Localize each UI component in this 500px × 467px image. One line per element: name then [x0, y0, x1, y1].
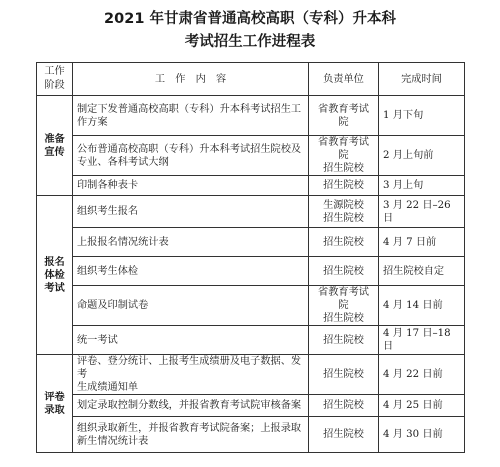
- unit-text: 招生院校: [323, 313, 364, 324]
- unit-text: 省教育考试院: [318, 137, 369, 161]
- time-cell: 4 月 17 日–18 日: [379, 326, 465, 355]
- content-cell: 统一考试: [73, 326, 309, 355]
- unit-cell: 招生院校: [309, 228, 379, 257]
- stage-name-line2: 体检: [44, 269, 65, 281]
- content-cell: [73, 136, 309, 176]
- time-cell: 4 月 22 日前: [379, 355, 465, 395]
- content-line1: 评卷、登分统计、上报考生成绩册及电子数据、发考: [77, 356, 302, 380]
- unit-cell: [309, 286, 379, 326]
- content-cell: 命题及印制试卷: [73, 286, 309, 326]
- table-header-row: [37, 63, 465, 96]
- time-cell: 3 月 22 日–26 日: [379, 196, 465, 228]
- unit-cell: [309, 96, 379, 136]
- content-cell: 划定录取控制分数线，并报省教育考试院审核备案: [73, 395, 309, 417]
- stage-name-line3: 考试: [44, 282, 65, 294]
- header-stage: [37, 63, 73, 96]
- content-line1: 组织录取新生，并报省教育考试院备案；上报录取: [77, 422, 302, 434]
- table-row: [37, 176, 465, 196]
- unit-text: 生源院校: [323, 199, 364, 211]
- table-row: [37, 326, 465, 355]
- content-line1: 制定下发普通高校高职（专科）升本科考试招生工: [77, 103, 302, 115]
- content-cell: [73, 96, 309, 136]
- header-stage-line2: 阶段: [44, 80, 65, 91]
- stage-cell-prepare: [37, 96, 73, 196]
- table-row: [37, 417, 465, 453]
- content-cell: [73, 355, 309, 395]
- unit-text: 省教育考试院: [318, 287, 369, 311]
- table-row: [37, 286, 465, 326]
- table-row: [37, 257, 465, 286]
- stage-name-line1: 准备: [44, 133, 65, 145]
- table-row: [37, 96, 465, 136]
- time-cell: 2 月上旬前: [379, 136, 465, 176]
- unit-text: 招生院校: [323, 163, 364, 174]
- time-cell: 4 月 7 日前: [379, 228, 465, 257]
- table-row: [37, 196, 465, 228]
- stage-cell-register: [37, 196, 73, 355]
- unit-cell: 招生院校: [309, 257, 379, 286]
- unit-cell: [309, 136, 379, 176]
- unit-text: 省教育考试院: [318, 103, 369, 128]
- time-cell: 3 月上旬: [379, 176, 465, 196]
- content-line2: 专业、各科考试大纲: [77, 156, 169, 168]
- stage-name-line2: 录取: [44, 404, 65, 416]
- header-stage-line1: 工作: [44, 66, 65, 77]
- table-row: [37, 136, 465, 176]
- time-cell: 4 月 25 日前: [379, 395, 465, 417]
- unit-cell: 招生院校: [309, 355, 379, 395]
- time-cell: 1 月下旬: [379, 96, 465, 136]
- schedule-table: [36, 62, 465, 453]
- unit-text: 招生院校: [323, 212, 364, 224]
- stage-name-line1: 评卷: [44, 391, 65, 403]
- unit-cell: [309, 196, 379, 228]
- content-cell: 上报报名情况统计表: [73, 228, 309, 257]
- unit-cell: 招生院校: [309, 176, 379, 196]
- header-time: 完成时间: [379, 63, 465, 96]
- table-row: [37, 395, 465, 417]
- header-unit: 负责单位: [309, 63, 379, 96]
- time-cell: 招生院校自定: [379, 257, 465, 286]
- stage-name-line2: 宣传: [44, 146, 65, 158]
- table-row: [37, 355, 465, 395]
- content-line2: 新生情况统计表: [77, 435, 149, 447]
- content-cell: 印制各种表卡: [73, 176, 309, 196]
- unit-cell: 招生院校: [309, 417, 379, 453]
- table-row: [37, 228, 465, 257]
- unit-cell: 招生院校: [309, 395, 379, 417]
- stage-cell-grading: [37, 355, 73, 453]
- content-cell: 组织考生报名: [73, 196, 309, 228]
- content-cell: 组织考生体检: [73, 257, 309, 286]
- time-cell: 4 月 14 日前: [379, 286, 465, 326]
- header-content: 工 作 内 容: [73, 63, 309, 96]
- content-line1: 公布普通高校高职（专科）升本科考试招生院校及: [77, 143, 302, 155]
- content-line2: 生成绩通知单: [77, 382, 139, 393]
- content-cell: [73, 417, 309, 453]
- unit-cell: 招生院校: [309, 326, 379, 355]
- stage-name-line1: 报名: [44, 256, 65, 268]
- document-title-line2: 考试招生工作进程表: [184, 34, 316, 50]
- document-title-line1: 2021 年甘肃省普通高校高职（专科）升本科: [104, 11, 396, 27]
- content-line2: 作方案: [77, 116, 108, 128]
- time-cell: 4 月 30 日前: [379, 417, 465, 453]
